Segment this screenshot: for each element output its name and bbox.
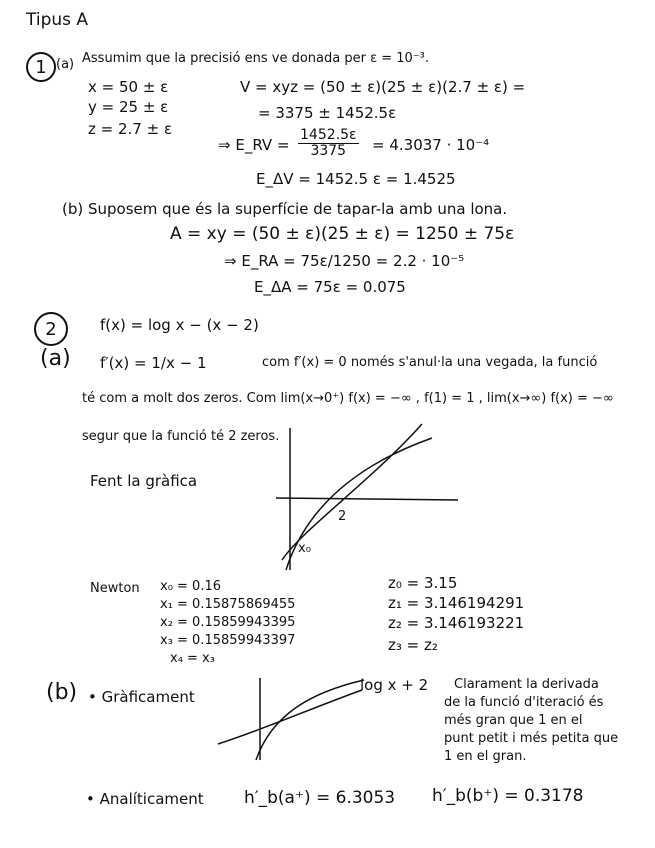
p1-eaa: E_ΔA = 75ε = 0.075 [254, 278, 406, 296]
p1-erv-denominator: 3375 [310, 142, 347, 159]
p1-era: ⇒ E_RA = 75ε/1250 = 2.2 · 10⁻⁵ [224, 252, 465, 270]
p1-volume-result: = 3375 ± 1452.5ε [258, 104, 397, 122]
x-iterate-2: x₂ = 0.15859943395 [160, 615, 296, 630]
h-prime-b: h′_b(b⁺) = 0.3178 [432, 786, 584, 806]
p2-comment-3: segur que la funció té 2 zeros. [82, 429, 280, 444]
p1-z: z = 2.7 ± ε [88, 120, 173, 138]
problem-2-number: 2 [34, 312, 68, 346]
note-line-5: 1 en el gran. [444, 749, 527, 764]
p2-comment-1: com f′(x) = 0 només s'anul·la una vegada, la funció [262, 355, 598, 370]
p1-eav: E_ΔV = 1452.5 ε = 1.4525 [256, 170, 456, 188]
p2-a-label: (a) [40, 346, 71, 371]
p1-b-text: (b) Suposem que és la superfície de tapar-la amb una lona. [62, 200, 508, 218]
sketch-b-line [218, 690, 362, 744]
p2-function: f(x) = log x − (x − 2) [100, 316, 259, 334]
x-iterate-0: x₀ = 0.16 [160, 579, 222, 594]
sketch-a-x-axis [276, 498, 458, 500]
p1-x: x = 50 ± ε [88, 78, 169, 96]
page-title: Tipus A [26, 10, 89, 30]
z-iterate-2: z₂ = 3.146193221 [388, 614, 525, 632]
x-iterate-1: x₁ = 0.15875869455 [160, 597, 296, 612]
graphically-label: • Gràficament [88, 688, 195, 706]
graph-a-label-2: 2 [338, 509, 347, 524]
p1-erv-label: ⇒ E_RV = [218, 136, 290, 154]
p2-derivative: f′(x) = 1/x − 1 [100, 354, 207, 372]
logx2-label: log x + 2 [360, 676, 429, 694]
graph-a-label-x0: x₀ [298, 541, 311, 556]
newton-label: Newton [90, 581, 140, 596]
p1-erv-numerator: 1452.5ε [300, 127, 357, 143]
note-line-3: més gran que 1 en el [444, 713, 583, 728]
sketch-graph-a [262, 420, 462, 580]
p2-graph-caption: Fent la gràfica [90, 472, 198, 490]
z-iterate-3: z₃ = z₂ [388, 636, 438, 654]
p1-assumption: Assumim que la precisió ens ve donada per ε = 10⁻³. [82, 51, 430, 66]
sketch-b-log-curve [256, 680, 364, 760]
p1-area: A = xy = (50 ± ε)(25 ± ε) = 1250 ± 75ε [170, 224, 515, 244]
problem-1-number: 1 [26, 52, 56, 82]
analytically-label: • Analíticament [86, 790, 204, 808]
p1-a-label: (a) [56, 57, 75, 72]
p1-y: y = 25 ± ε [88, 98, 169, 116]
note-line-4: punt petit i més petita que [444, 731, 619, 746]
p2-comment-2: té com a molt dos zeros. Com lim(x→0⁺) f(x) = −∞ , f(1) = 1 , lim(x→∞) f(x) = −∞ [82, 391, 614, 406]
sketch-a-line [282, 424, 422, 560]
note-line-1: Clarament la derivada [454, 677, 599, 692]
p2-b-label: (b) [46, 680, 78, 705]
sketch-graph-b [212, 674, 372, 764]
h-prime-a: h′_b(a⁺) = 6.3053 [244, 788, 396, 808]
z-iterate-1: z₁ = 3.146194291 [388, 594, 525, 612]
p1-erv-value: = 4.3037 · 10⁻⁴ [372, 136, 490, 154]
x-iterate-4: x₄ = x₃ [170, 651, 215, 666]
x-iterate-3: x₃ = 0.15859943397 [160, 633, 296, 648]
note-line-2: de la funció d'iteració és [444, 695, 604, 710]
p1-volume: V = xyz = (50 ± ε)(25 ± ε)(2.7 ± ε) = [240, 78, 526, 96]
z-iterate-0: z₀ = 3.15 [388, 574, 458, 592]
p1-erv-fraction [298, 128, 359, 158]
